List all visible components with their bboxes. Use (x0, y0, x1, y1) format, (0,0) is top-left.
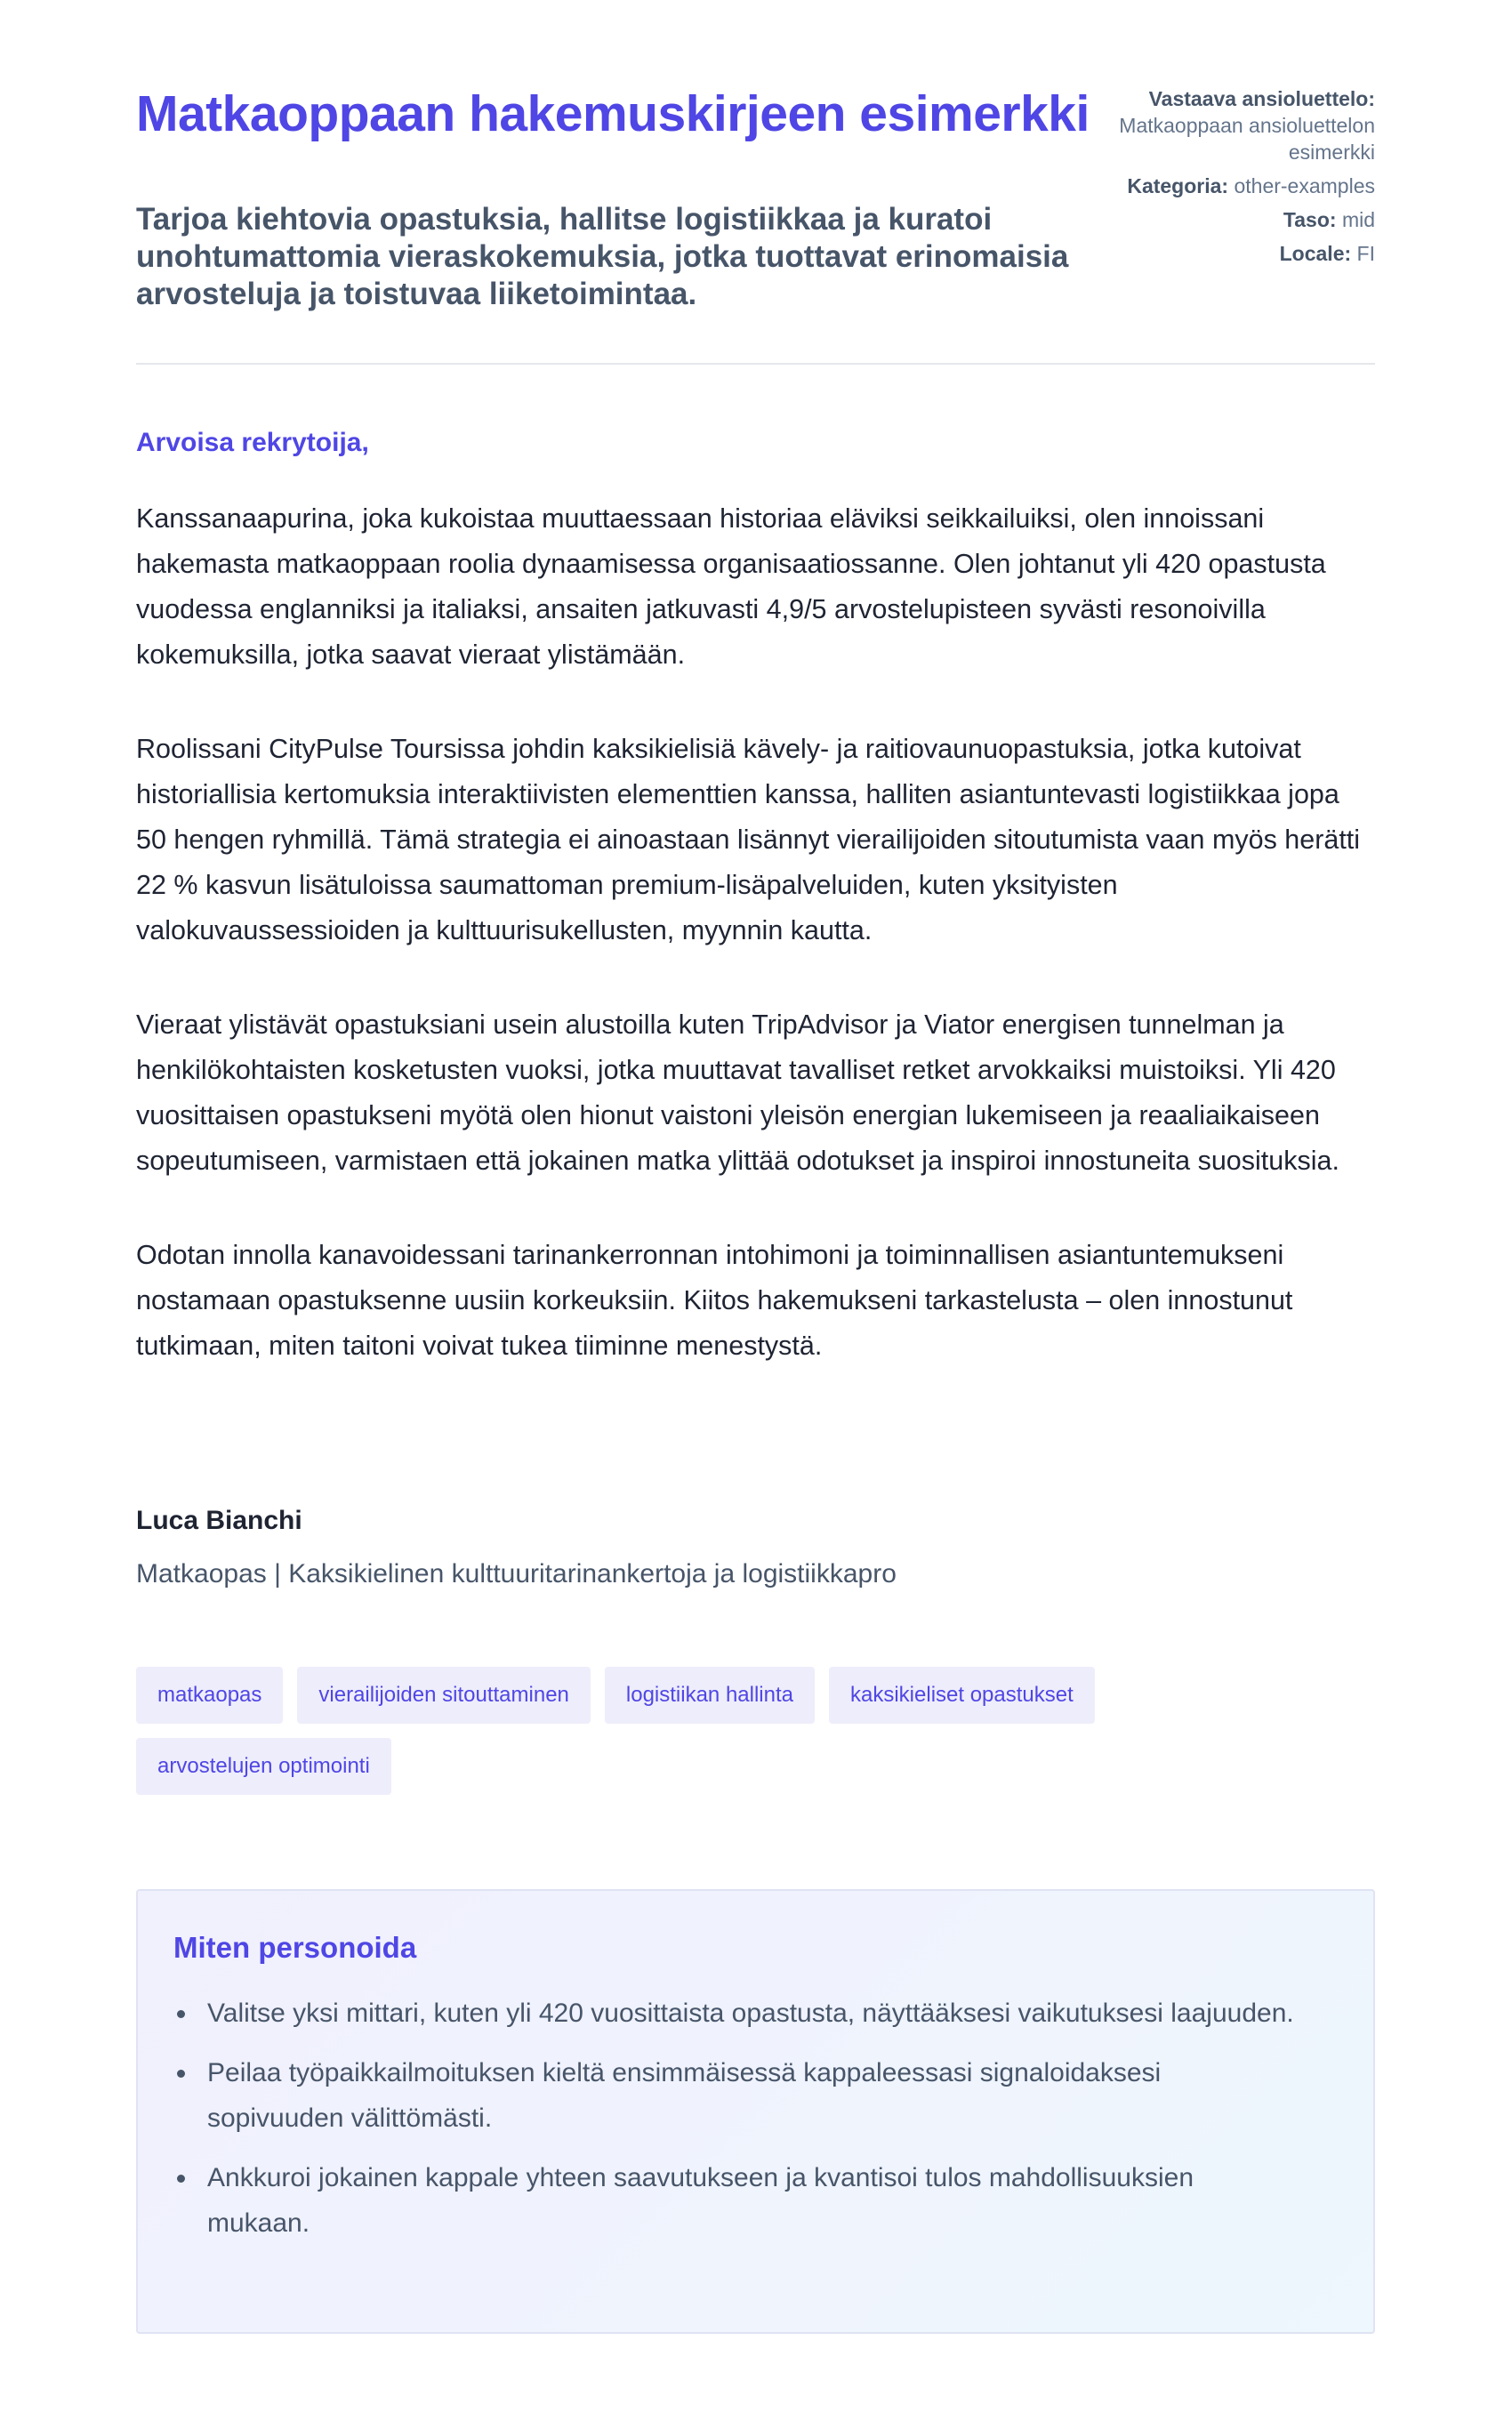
letter-body (136, 496, 1375, 1418)
tag-chip[interactable]: matkaopas (136, 1667, 283, 1724)
meta-level-label: Taso: (1283, 208, 1337, 231)
tips-list-item (173, 1991, 1294, 2036)
tips-item-text: Peilaa työpaikkailmoituksen kieltä ensimmäisessä kappaleessasi signaloidaksesi sopivuuden välittömästi. (207, 2058, 1162, 2133)
bullet-icon (177, 2070, 185, 2078)
page-subtitle: Tarjoa kiehtovia opastuksia, hallitse logistiikkaa ja kuratoi unohtumattomia vieraskokemuksia, jotka tuottavat erinomaisia arvosteluja ja toistuvaa liiketoimintaa. (136, 202, 1069, 311)
meta-level (1073, 206, 1375, 233)
tips-heading: Miten personoida (173, 1931, 417, 1964)
tips-list (173, 1991, 1294, 2260)
meta-panel (1073, 85, 1375, 274)
letter-paragraph: Odotan innolla kanavoidessani tarinankerronnan intohimoni ja toiminnallisen asiantuntemukseni nostamaan opastuksenne uusiin korkeuksiin. Kiitos hakemukseni tarkastelusta – olen innostunut tutkimaan, miten taitoni voivat tukea tiiminne menestystä. (136, 1240, 1293, 1361)
meta-category (1073, 173, 1375, 199)
tag-list (136, 1667, 1375, 1809)
letter-paragraph: Roolissani CityPulse Toursissa johdin kaksikielisiä kävely- ja raitiovaunuopastuksia, jotka kutoivat historiallisia kertomuksia interaktiivisten elementtien kanssa, halliten asiantuntevasti logistiikkaa jopa 50 hengen ryhmillä. Tämä strategia ei ainoastaan lisännyt vierailijoiden sitoutumista vaan myös herätti 22 % kasvun lisätuloissa saumattoman premium-lisäpalveluiden, kuten yksityisten valokuvaussessioiden ja kulttuurisukellusten, myynnin kautta. (136, 734, 1361, 945)
tag-chip[interactable]: logistiikan hallinta (605, 1667, 815, 1724)
signature-name: Luca Bianchi (136, 1506, 302, 1535)
meta-locale (1073, 240, 1375, 267)
tips-list-item (173, 2050, 1294, 2141)
meta-level-value: mid (1341, 208, 1375, 231)
page-header (136, 85, 1375, 363)
meta-resume-value: Matkaoppaan ansioluettelon esimerkki (1119, 114, 1375, 164)
page-title: Matkaoppaan hakemuskirjeen esimerkki (136, 85, 1090, 142)
meta-resume (1073, 85, 1375, 165)
meta-category-value: other-examples (1234, 174, 1375, 197)
meta-locale-value: FI (1356, 242, 1375, 265)
tips-item-text: Valitse yksi mittari, kuten yli 420 vuosittaista opastusta, näyttääksesi vaikutuksesi laajuuden. (207, 1999, 1294, 2028)
tips-item-text: Ankkuroi jokainen kappale yhteen saavutukseen ja kvantisoi tulos mahdollisuuksien mukaan. (207, 2163, 1194, 2238)
tag-chip[interactable]: arvostelujen optimointi (136, 1738, 391, 1795)
meta-category-label: Kategoria: (1127, 174, 1229, 197)
letter-paragraph: Vieraat ylistävät opastuksiani usein alustoilla kuten TripAdvisor ja Viator energisen tunnelman ja henkilökohtaisten kosketusten vuoksi, jotka muuttavat tavalliset retket arvokkaiksi muistoiksi. Yli 420 vuosittaisen opastukseni myötä olen hionut vaistoni yleisön energian lukemiseen ja reaaliaikaiseen sopeutumiseen, varmistaen että jokainen matka ylittää odotukset ja inspiroi innostuneita suosituksia. (136, 1009, 1339, 1176)
letter-salutation: Arvoisa rekrytoija, (136, 428, 369, 457)
header-divider (136, 363, 1375, 365)
tips-list-item (173, 2155, 1294, 2246)
letter-paragraph: Kanssanaapurina, joka kukoistaa muuttaessaan historiaa eläviksi seikkailuiksi, olen innoissani hakemasta matkaoppaan roolia dynaamisessa organisaatiossanne. Olen johtanut yli 420 opastusta vuodessa englanniksi ja italiaksi, ansaiten jatkuvasti 4,9/5 arvostelupisteen syvästi resonoivilla kokemuksilla, jotka saavat vieraat ylistämään. (136, 503, 1326, 670)
meta-resume-label: Vastaava ansioluettelo: (1148, 87, 1375, 110)
tag-chip[interactable]: vierailijoiden sitouttaminen (297, 1667, 590, 1724)
signature-title: Matkaopas | Kaksikielinen kulttuuritarinankertoja ja logistiikkapro (136, 1559, 897, 1589)
meta-locale-label: Locale: (1279, 242, 1352, 265)
tag-chip[interactable]: kaksikieliset opastukset (829, 1667, 1095, 1724)
personalization-tips (136, 1889, 1375, 2334)
bullet-icon (177, 2010, 185, 2018)
bullet-icon (177, 2175, 185, 2183)
